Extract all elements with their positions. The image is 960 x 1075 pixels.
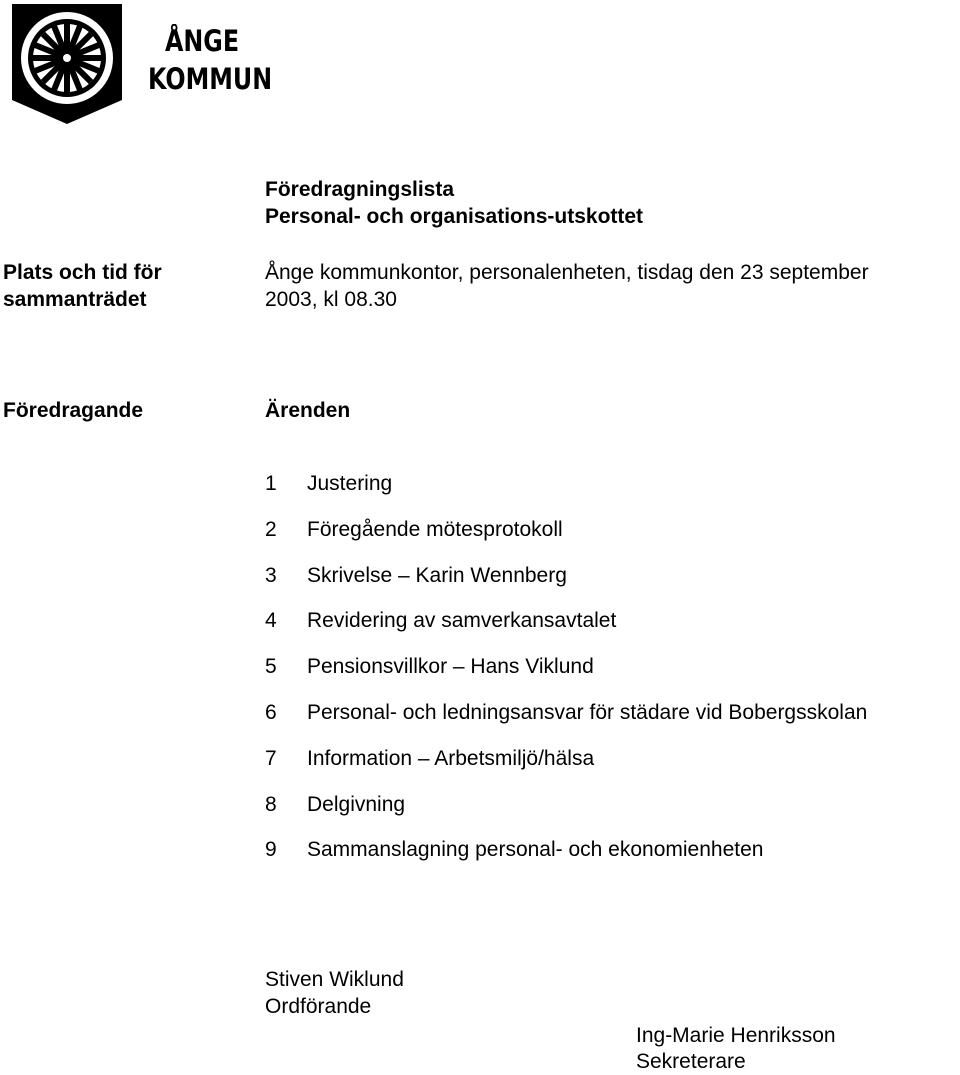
agenda-item-number: 6 [265,701,277,724]
agenda-item [265,653,594,681]
agenda-item-number: 7 [265,747,277,770]
agenda-item [265,791,405,819]
meeting-label-line2: sammanträdet [3,288,147,311]
agenda-item [265,516,563,544]
agenda-item-text: Information – Arbetsmiljö/hälsa [307,747,595,770]
wheel-emblem-icon [10,2,124,126]
agenda-item [265,836,763,864]
agenda-item-number: 8 [265,793,277,816]
secretary-role: Sekreterare [636,1050,746,1073]
agenda-item-text: Personal- och ledningsansvar för städare vid Bobergsskolan [307,701,868,724]
agenda-item-number: 3 [265,564,277,587]
agenda-item [265,470,392,498]
meeting-place-line2: 2003, kl 08.30 [265,288,397,311]
agenda-item-number: 9 [265,838,277,861]
secretary-name: Ing-Marie Henriksson [636,1024,836,1047]
logo-text-ange: ÅNGE [165,24,240,58]
agenda-item-number: 5 [265,655,277,678]
agenda-item-text: Justering [307,472,393,495]
agenda-item-text: Pensionsvillkor – Hans Viklund [307,655,594,678]
agenda-item-text: Sammanslagning personal- och ekonomienheten [307,838,764,861]
matters-header: Ärenden [265,399,351,422]
logo-text-kommun: KOMMUN [148,62,273,96]
agenda-item [265,607,616,635]
agenda-item [265,699,867,727]
committee-name: Personal- och organisations-utskottet [265,205,644,228]
meeting-label-line1: Plats och tid för [3,261,162,284]
agenda-item [265,562,567,590]
chair-role: Ordförande [265,995,372,1018]
presenter-header: Föredragande [3,399,144,422]
meeting-place-line1: Ånge kommunkontor, personalenheten, tisdag den 23 september [265,261,869,284]
agenda-item-text: Revidering av samverkansavtalet [307,609,617,632]
agenda-item-text: Delgivning [307,793,406,816]
agenda-item-text: Föregående mötesprotokoll [307,518,563,541]
agenda-item-number: 1 [265,472,277,495]
agenda-item-number: 2 [265,518,277,541]
agenda-item-text: Skrivelse – Karin Wennberg [307,564,567,587]
chair-name: Stiven Wiklund [265,968,404,991]
agenda-item [265,745,594,773]
document-title: Föredragningslista [265,178,455,201]
agenda-item-number: 4 [265,609,277,632]
municipality-logo [10,2,273,126]
